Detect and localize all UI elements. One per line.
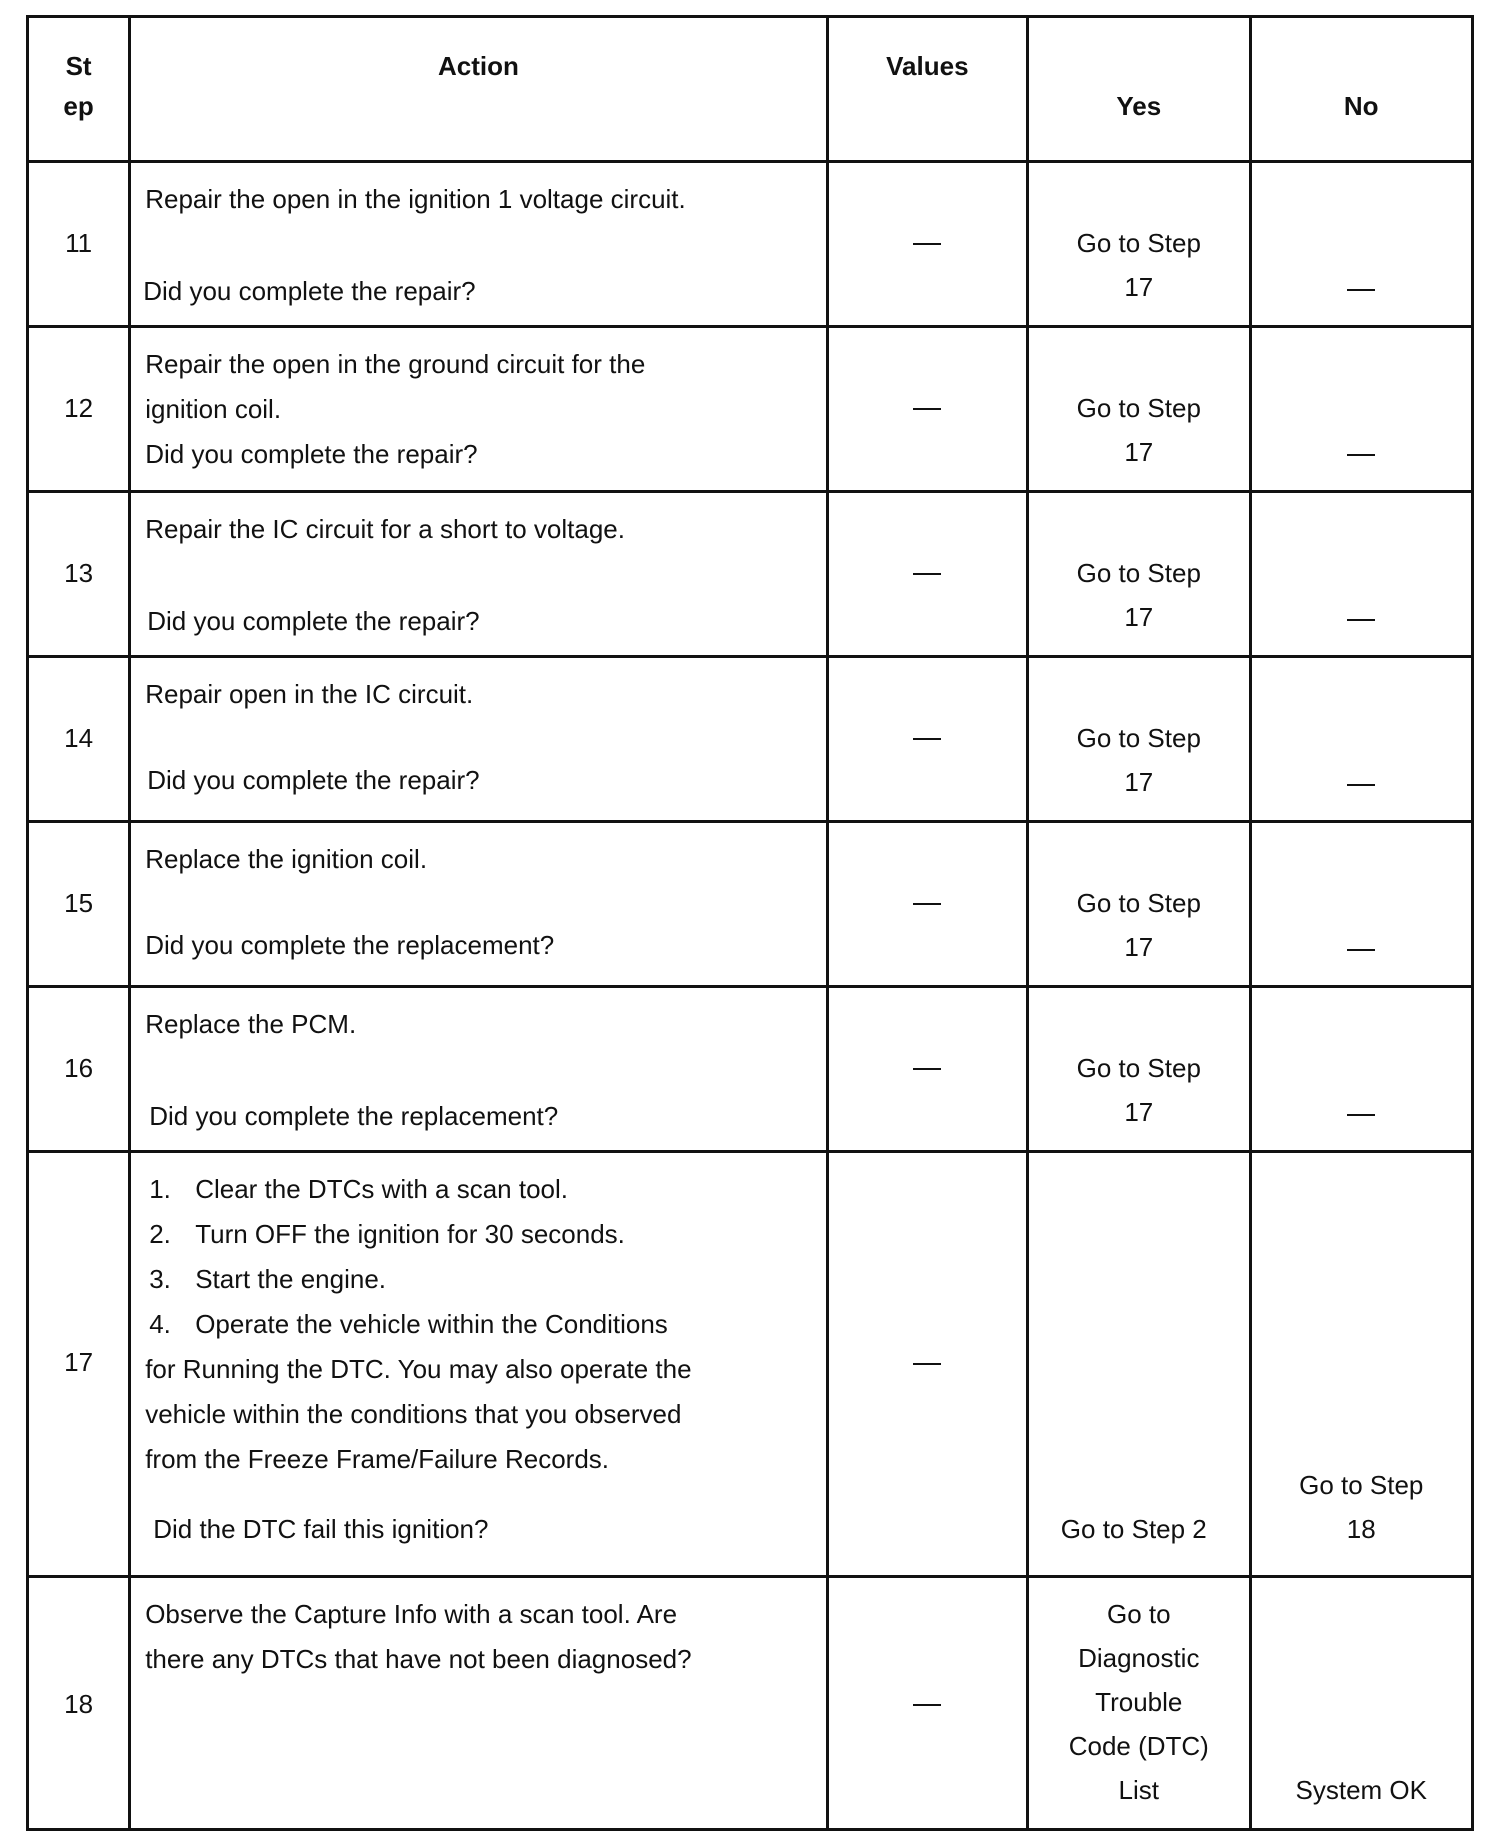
action-text-cont: vehicle within the conditions that you observed [145, 1399, 682, 1429]
header-row [28, 17, 1473, 162]
list-item: 2. Turn OFF the ignition for 30 seconds. [149, 1219, 625, 1249]
no-dash [1347, 949, 1375, 951]
yes-line1: Go to Step [1076, 393, 1201, 423]
diagnostic-table [26, 15, 1474, 1831]
action-text: Repair open in the IC circuit. [145, 679, 474, 709]
yes-line3: Trouble [1095, 1687, 1183, 1717]
yes-line5: List [1118, 1775, 1159, 1805]
yes-line2: 17 [1124, 767, 1154, 797]
yes-text: Go to Step 2 [1060, 1514, 1207, 1544]
step-number: 17 [64, 1347, 94, 1377]
action-question: Did you complete the replacement? [149, 1101, 559, 1131]
values-dash [913, 573, 941, 575]
step-number: 12 [64, 393, 94, 423]
no-dash [1347, 1114, 1375, 1116]
header-yes: Yes [1116, 91, 1162, 121]
no-line1: Go to Step [1299, 1470, 1424, 1500]
no-text: System OK [1295, 1775, 1427, 1805]
no-dash [1347, 619, 1375, 621]
table-row [28, 1577, 1473, 1830]
action-question: Did you complete the repair? [145, 439, 478, 469]
action-question: Did you complete the repair? [147, 765, 480, 795]
table-row [28, 162, 1473, 327]
action-text-cont: from the Freeze Frame/Failure Records. [145, 1444, 610, 1474]
action-question: Did you complete the repair? [147, 606, 480, 636]
step-number: 13 [64, 558, 94, 588]
yes-line2: Diagnostic [1078, 1643, 1200, 1673]
values-dash [913, 738, 941, 740]
action-text: Observe the Capture Info with a scan tool. Are [145, 1599, 678, 1629]
header-no: No [1343, 91, 1379, 121]
table-row [28, 657, 1473, 822]
values-dash [913, 1068, 941, 1070]
yes-line1: Go to Step [1076, 558, 1201, 588]
action-question: Did you complete the repair? [143, 276, 476, 306]
yes-line2: 17 [1124, 272, 1154, 302]
table-row [28, 1152, 1473, 1577]
action-text: Repair the IC circuit for a short to voltage. [145, 514, 625, 544]
list-item: 3. Start the engine. [149, 1264, 387, 1294]
table-row [28, 822, 1473, 987]
values-dash [913, 408, 941, 410]
header-values: Values [886, 51, 969, 81]
step-number: 16 [64, 1053, 94, 1083]
yes-line2: 17 [1124, 602, 1154, 632]
action-text: Repair the open in the ground circuit for the [145, 349, 646, 379]
no-line2: 18 [1346, 1514, 1376, 1544]
values-dash [913, 243, 941, 245]
list-item: 4. Operate the vehicle within the Conditions [149, 1309, 668, 1339]
step-number: 18 [64, 1689, 94, 1719]
header-step-line2: ep [63, 91, 94, 121]
yes-line1: Go to Step [1076, 1053, 1201, 1083]
yes-line1: Go to Step [1076, 888, 1201, 918]
action-text: Replace the ignition coil. [145, 844, 428, 874]
action-text-cont: ignition coil. [145, 394, 282, 424]
yes-line1: Go to Step [1076, 228, 1201, 258]
yes-line2: 17 [1124, 437, 1154, 467]
table-row [28, 987, 1473, 1152]
yes-line1: Go to Step [1076, 723, 1201, 753]
list-item: 1. Clear the DTCs with a scan tool. [149, 1174, 569, 1204]
action-text-cont: there any DTCs that have not been diagnosed? [145, 1644, 692, 1674]
action-question: Did the DTC fail this ignition? [153, 1514, 489, 1544]
header-step-line1: St [65, 51, 92, 81]
action-text: Replace the PCM. [145, 1009, 357, 1039]
table-row [28, 492, 1473, 657]
step-number: 15 [64, 888, 94, 918]
table-row [28, 327, 1473, 492]
values-dash [913, 903, 941, 905]
step-number: 11 [65, 228, 93, 258]
yes-line1: Go to [1106, 1599, 1171, 1629]
values-dash [913, 1704, 941, 1706]
no-dash [1347, 454, 1375, 456]
step-number: 14 [64, 723, 94, 753]
yes-line2: 17 [1124, 932, 1154, 962]
yes-line4: Code (DTC) [1068, 1731, 1209, 1761]
header-action: Action [437, 51, 519, 81]
no-dash [1347, 289, 1375, 291]
action-text: Repair the open in the ignition 1 voltage circuit. [145, 184, 686, 214]
action-question: Did you complete the replacement? [145, 930, 555, 960]
values-dash [913, 1363, 941, 1365]
yes-line2: 17 [1124, 1097, 1154, 1127]
no-dash [1347, 784, 1375, 786]
action-text-cont: for Running the DTC. You may also operate the [145, 1354, 692, 1384]
